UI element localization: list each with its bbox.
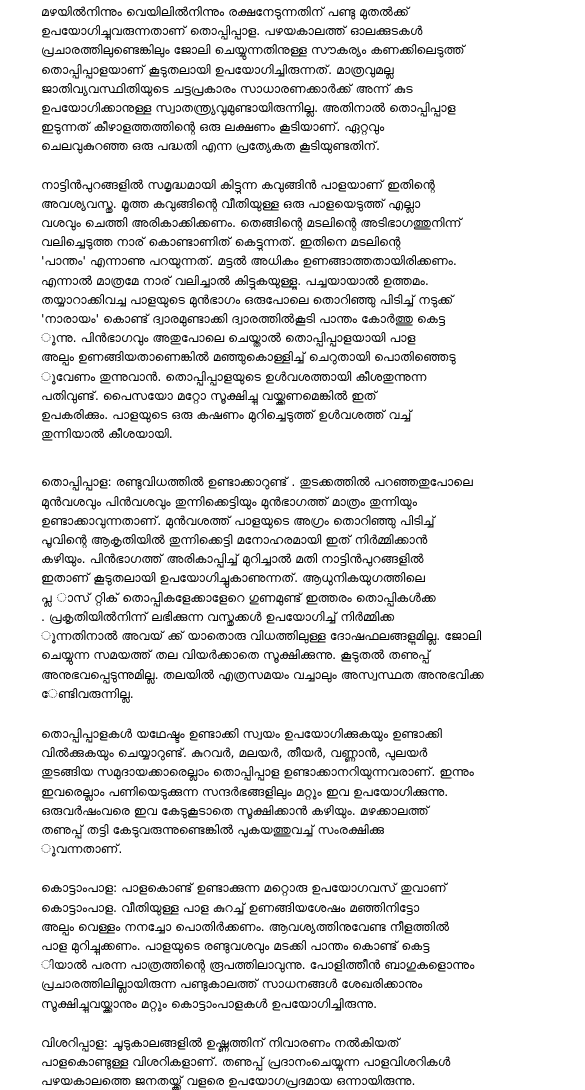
text-line: ജാതിവ്യവസ്ഥിതിയുടെ ചട്ടപ്രകാരം സാധാരണക്കാർക്ക് അന്ന് കുട: [41, 80, 413, 96]
text-line: കൊട്ടാംപാള: പാളകൊണ്ട് ഉണ്ടാക്കുന്ന മറ്റൊരു ഉപയോഗവസ് തുവാണ്: [41, 880, 447, 896]
text-line: തൊപ്പിപ്പാള: രണ്ടുവിധത്തിൽ ഉണ്ടാക്കാറുണ്ട് . തുടക്കത്തിൽ പറഞ്ഞതുപോലെ: [41, 474, 473, 490]
text-line: തുന്നിയാൽ കീശയായി.: [41, 426, 173, 442]
text-line: ഇടുന്നത് കീഴാളത്തത്തിന്റെ ഒരു ലക്ഷണം കൂടിയാണ്. ഏറ്റവും: [41, 119, 385, 135]
text-line: മഴയിൽനിന്നും വെയിലിൽനിന്നും രക്ഷനേടുന്നതിന് പണ്ടു മുതൽക്ക്: [41, 4, 409, 19]
text-line: 'നാരായം' കൊണ്ട് ദ്വാരമുണ്ടാക്കി ദ്വാരത്തിൽകൂടി പാന്തം കോർത്തു കെട്ട: [41, 311, 446, 327]
paragraph-thoppipala-intro: [41, 2, 575, 156]
text-line: പാള മുറിച്ചുക്കണം. പാളയുടെ രണ്ടുവശവും മടക്കി പാന്തം കൊണ്ട് കെട്ട: [41, 937, 430, 953]
text-line: ഒരുവർഷംവരെ ഇവ കേടുകൂടാതെ സൂക്ഷിക്കാൻ കഴിയും. മഴക്കാലത്ത്: [41, 802, 429, 818]
text-line: തണുപ്പ് തട്ടി കേടുവരുന്നുണ്ടെങ്കിൽ പുകയത്തുവച്ച് സംരക്ഷിക്കു: [41, 821, 384, 837]
paragraph-kottampala: [41, 878, 575, 1012]
text-line: കഴിയും. പിൻഭാഗത്ത് അരികാപ്പിച്ച് മുറിച്ചാൽ മതി നാട്ടിൻപുറങ്ങളിൽ: [41, 551, 424, 567]
text-line: അല്പം വെള്ളം നനച്ചോ പൊതിർക്കണം. ആവശ്യത്തിനുവേണ്ട നീളത്തിൽ: [41, 918, 450, 934]
paragraph-makers: [41, 724, 575, 858]
text-line: ുവേണം തുന്നുവാൻ. തൊപ്പിപ്പാളയുടെ ഉൾവശത്തായി കീശതുന്നുന്ന: [41, 368, 427, 384]
text-line: അല്പം ഉണങ്ങിയതാണെങ്കിൽ മഞ്ഞുകൊള്ളിച്ച് ചെറുതായി പൊതിഞ്ഞെടു: [41, 349, 456, 365]
paragraph-two-types: [41, 472, 575, 702]
text-line: ഇതാണ് കൂടുതലായി ഉപയോഗിച്ചുകാണുന്നത്. ആധുനികയുഗത്തിലെ: [41, 570, 425, 586]
text-line: ഉണ്ടാക്കാവുന്നതാണ്. മുൻവശത്ത് പാളയുടെ അഗ്രം തൊറിഞ്ഞു പിടിച്ച്: [41, 512, 435, 528]
text-line: 'പാന്തം' എന്നാണു പറയുന്നത്. മട്ടൽ അധികം ഉണങ്ങാത്തതായിരിക്കണം.: [41, 253, 457, 269]
text-line: പ്രചാരത്തിലുണ്ടെങ്കിലും ജോലി ചെയ്യുന്നതിനുള്ള സൗകര്യം കണക്കിലെടുത്ത്: [41, 42, 465, 58]
text-line: ുന്നു. പിൻഭാഗവും അതുപോലെ ചെയ്താൽ തൊപ്പിപ്പാളയായി പാള: [41, 330, 416, 346]
text-line: സൂക്ഷിച്ചുവയ്ക്കാനും മറ്റും കൊട്ടാംപാളകൾ ഉപയോഗിച്ചിരുന്നു.: [41, 995, 378, 1011]
text-line: തയ്യാറാക്കിവച്ച പാളയുടെ മുൻഭാഗം ഒരുപോലെ തൊറിഞ്ഞു പിടിച്ച് നടുക്ക്: [41, 291, 454, 307]
text-line: കൊട്ടാംപാള. വീതിയുള്ള പാള കുറച്ച് ഉണങ്ങിയശേഷം മഞ്ഞിനിട്ടോ: [41, 899, 420, 915]
text-line: ഉപയോഗിച്ചുവരുന്നതാണ് തൊപ്പിപ്പാള. പഴയകാലത്ത് ഓലക്കുടകൾ: [41, 23, 423, 39]
text-line: തുടങ്ങിയ സമുദായക്കാരെല്ലാം തൊപ്പിപ്പാള ഉണ്ടാക്കാനറിയുന്നവരാണ്. ഇന്നും: [41, 764, 474, 780]
text-line: നാട്ടിൻപുറങ്ങളിൽ സമൃദ്ധമായി കിട്ടുന്ന കവുങ്ങിൻ പാളയാണ് ഇതിന്റെ: [41, 176, 435, 192]
text-line: പ്രചാരത്തിലില്ലായിരുന്ന പണ്ടുകാലത്ത് സാധനങ്ങൾ ശേഖരിക്കാനും: [41, 976, 423, 992]
text-line: അവശ്യവസ്തു. മൂത്ത കവുങ്ങിന്റെ വീതിയുള്ള ഒരു പാളയെടുത്ത് എല്ലാ: [41, 195, 421, 211]
text-line: ചെയ്യുന്ന സമയത്ത് തല വിയർക്കാതെ സൂക്ഷിക്കുന്നു. കൂടുതൽ തണുപ്പ്: [41, 647, 430, 663]
text-line: എന്നാൽ മാത്രമേ നാര് വലിച്ചാൽ കിട്ടുകയുള്ളൂ. പച്ചയായാൽ ഉത്തമം.: [41, 272, 429, 288]
text-line: പതിവുണ്ട്. പൈസയോ മറ്റോ സൂക്ഷിച്ചു വയ്ക്കണമെങ്കിൽ ഇത്: [41, 387, 377, 403]
text-line: പ്ല ാസ് റ്റിക് തൊപ്പികളേക്കാളേറെ ഗുണമുണ്ട് ഇത്തരം തൊപ്പികൾക്ക: [41, 589, 436, 605]
paragraph-visharippala: [41, 1033, 575, 1090]
text-line: േണ്ടിവരുന്നില്ല.: [41, 685, 134, 701]
text-line: ുന്നതിനാൽ അവയ് ക്ക് യാതൊരു വിധത്തിലുള്ള ദോഷഫലങ്ങളുമില്ല. ജോലി: [41, 628, 482, 644]
text-line: മുൻവശവും പിൻവശവും തുന്നിക്കെട്ടിയും മുൻഭാഗത്ത് മാത്രം തുന്നിയും: [41, 493, 417, 509]
text-line: അനുഭവപ്പെടുന്നുമില്ല. തലയിൽ എത്രസമയം വച്ചാലും അസ്വസ്ഥത അനുഭവിക്ക: [41, 666, 484, 682]
text-line: തൊപ്പിപ്പാളകൾ യഥേഷ്ടം ഉണ്ടാക്കി സ്വയം ഉപയോഗിക്കുകയും ഉണ്ടാക്കി: [41, 725, 442, 741]
text-line: . പ്രകൃതിയിൽനിന്ന് ലഭിക്കുന്ന വസ്തുക്കൾ ഉപയോഗിച്ച് നിർമ്മിക്ക: [41, 608, 395, 624]
text-line: വലിച്ചെടുത്ത നാര് കൊണ്ടാണിത് കെട്ടുന്നത്. ഇതിനെ മടലിന്റെ: [41, 234, 401, 250]
text-line: വിശറിപ്പാള: ചൂടുകാലങ്ങളിൽ ഉഷ്ണത്തിന് നിവാരണം നൽകിയത്: [41, 1034, 400, 1050]
text-line: പഴയകാലത്തെ ജനതയ്ക്ക് വളരെ ഉപയോഗപ്രദമായ ഒന്നായിരുന്നു.: [41, 1073, 416, 1089]
text-line: ഇവരെല്ലാം പണിയെടുക്കുന്ന സന്ദർഭങ്ങളിലും മറ്റും ഇവ ഉപയോഗിക്കുന്നു.: [41, 783, 449, 799]
text-line: ചെലവുകുറഞ്ഞ ഒരു പദ്ധതി എന്ന പ്രത്യേകത കൂടിയുണ്ടതിന്.: [41, 138, 381, 154]
text-line: പൂവിന്റെ ആകൃതിയിൽ തുന്നിക്കെട്ടി മനോഹരമായി ഇത് നിർമ്മിക്കാൻ: [41, 532, 428, 548]
text-line: വശവും ചെത്തി അരികാക്കിക്കണം. തെങ്ങിന്റെ മടലിന്റെ അടിഭാഗത്തുനിന്ന്: [41, 215, 462, 231]
paragraph-making-process: [41, 175, 575, 444]
text-line: തൊപ്പിപ്പാളയാണ് കൂടുതലായി ഉപയോഗിച്ചിരുന്നത്. മാത്രവുമല്ല: [41, 61, 394, 77]
text-line: ഉപയോഗിക്കാനുള്ള സ്വാതന്ത്ര്യവുമുണ്ടായിരുന്നില്ല. അതിനാൽ തൊപ്പിപ്പാള: [41, 100, 456, 116]
text-line: ഉപകരിക്കും. പാളയുടെ ഒരു കഷണം മുറിച്ചെടുത്ത് ഉൾവശത്ത് വച്ച്: [41, 407, 412, 423]
text-line: ുവന്നതാണ്.: [41, 841, 123, 857]
text-line: ിയാൽ പരന്ന പാത്രത്തിന്റെ രൂപത്തിലാവുന്നു. പോളിത്തീൻ ബാഗുകളൊന്നും: [41, 957, 475, 973]
text-line: വിൽക്കുകയും ചെയ്യാറുണ്ട്. കുറവർ, മലയർ, തീയർ, വണ്ണാൻ, പുലയർ: [41, 745, 428, 761]
text-line: പാളകൊണ്ടുള്ള വിശറികളാണ്. തണുപ്പ് പ്രദാനംചെയ്യുന്ന പാളവിശറികൾ: [41, 1053, 451, 1069]
